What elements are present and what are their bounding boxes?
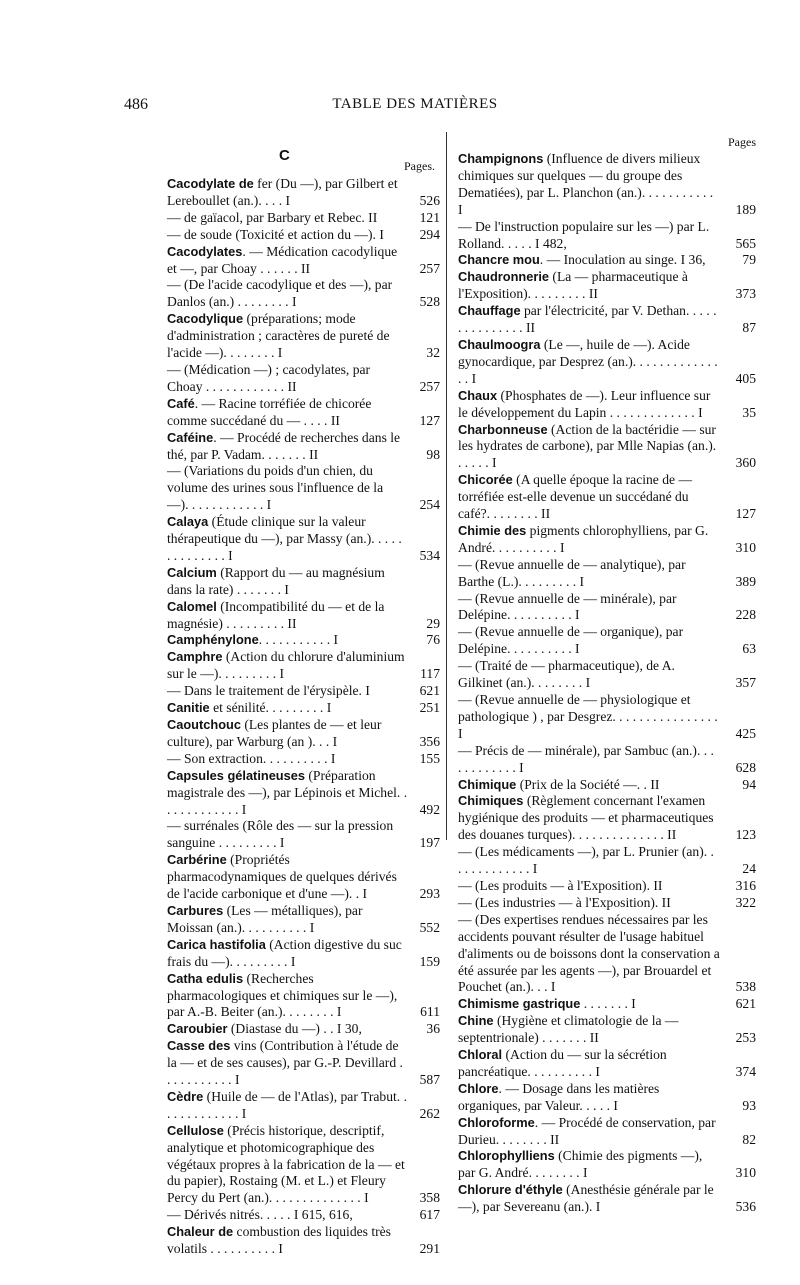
entry-text: Chaudronnerie (La — pharmaceutique à l'Exposition). . . . . . . . . II bbox=[458, 269, 688, 302]
entry-page: 356 bbox=[419, 733, 440, 749]
entry-text: — Son extraction. . . . . . . . . . I bbox=[167, 750, 336, 766]
entry-text: — De l'instruction populaire sur les —) par L. Rolland. . . . . I 482, bbox=[458, 218, 710, 251]
pages-label: Pages. bbox=[404, 159, 435, 173]
entry-page: 117 bbox=[420, 666, 440, 682]
index-entry bbox=[458, 1047, 756, 1081]
entry-page: 93 bbox=[742, 1097, 756, 1113]
entry-page: 127 bbox=[419, 412, 440, 428]
index-entry bbox=[458, 793, 756, 844]
index-entry bbox=[458, 1013, 756, 1047]
entry-text: Chaux (Phosphates de —). Leur influence sur le développement du Lapin . . . . . . . . . . . . . I bbox=[458, 387, 711, 420]
index-entry bbox=[167, 649, 440, 683]
entry-page: 82 bbox=[742, 1131, 756, 1147]
left-column bbox=[167, 136, 440, 1258]
index-entry bbox=[458, 1115, 756, 1149]
entry-text: Caoutchouc (Les plantes de — et leur culture), par Warburg (an ). . . I bbox=[167, 717, 382, 749]
index-entry bbox=[167, 210, 440, 227]
entry-page: 565 bbox=[735, 235, 756, 251]
entry-text: Chlore. — Dosage dans les matières organiques, par Valeur. . . . . I bbox=[458, 1080, 660, 1113]
entry-text: Caroubier (Diastase du —) . . I 30, bbox=[167, 1021, 362, 1037]
page-number: 486 bbox=[124, 96, 148, 113]
entry-page: 228 bbox=[735, 607, 756, 623]
entry-text: Chimie des pigments chlorophylliens, par G. André. . . . . . . . . . I bbox=[458, 522, 709, 555]
entry-text: Chauffage par l'électricité, par V. Dethan. . . . . . . . . . . . . . . II bbox=[458, 303, 717, 336]
entry-text: Carica hastifolia (Action digestive du suc frais du —). . . . . . . . . I bbox=[167, 936, 402, 969]
entry-text: Cacodylique (préparations; mode d'administration ; caractères de pureté de l'acide —). . . . . . . . I bbox=[167, 311, 390, 361]
entry-page: 87 bbox=[742, 320, 756, 336]
entry-page: 253 bbox=[735, 1030, 756, 1046]
entry-page: 24 bbox=[742, 861, 756, 877]
entry-page: 155 bbox=[419, 750, 440, 766]
entry-text: Charbonneuse (Action de la bactéridie — sur les hydrates de carbone), par Mlle Napias (an.). . . . . . I bbox=[458, 421, 717, 471]
index-entry bbox=[167, 1207, 440, 1224]
entry-page: 254 bbox=[419, 497, 440, 513]
index-entry bbox=[458, 692, 756, 743]
entry-text: Chaulmoogra (Le —, huile de —). Acide gynocardique, par Desprez (an.). . . . . . . . . . . . . . . I bbox=[458, 336, 718, 386]
index-entry bbox=[167, 971, 440, 1022]
entry-text: Chimique (Prix de la Société —. . II bbox=[458, 776, 660, 792]
entry-page: 316 bbox=[735, 877, 756, 893]
index-entry bbox=[458, 591, 756, 625]
entry-page: 534 bbox=[419, 547, 440, 563]
index-entry bbox=[167, 227, 440, 244]
index-entry bbox=[167, 700, 440, 717]
index-entry bbox=[458, 219, 756, 253]
entry-text: Chimisme gastrique . . . . . . . I bbox=[458, 996, 636, 1012]
entry-page: 121 bbox=[419, 209, 440, 225]
entry-page: 621 bbox=[419, 683, 440, 699]
entry-page: 552 bbox=[419, 919, 440, 935]
index-entry bbox=[167, 751, 440, 768]
entry-page: 360 bbox=[735, 455, 756, 471]
index-entry bbox=[458, 388, 756, 422]
index-entry bbox=[458, 912, 756, 997]
entry-page: 374 bbox=[735, 1063, 756, 1079]
index-entry bbox=[167, 683, 440, 700]
entry-page: 322 bbox=[735, 894, 756, 910]
entry-page: 76 bbox=[426, 632, 440, 648]
index-entry bbox=[167, 852, 440, 903]
entry-page: 628 bbox=[735, 759, 756, 775]
entry-page: 358 bbox=[419, 1190, 440, 1206]
index-entry bbox=[167, 1021, 440, 1038]
index-entry bbox=[167, 717, 440, 751]
entry-text: Caféine. — Procédé de recherches dans le thé, par P. Vadam. . . . . . . II bbox=[167, 429, 401, 462]
index-entry bbox=[458, 1081, 756, 1115]
index-entry bbox=[458, 996, 756, 1013]
entry-text: Café. — Racine torréfiée de chicorée comme succédané du — . . . . II bbox=[167, 395, 372, 428]
entry-page: 389 bbox=[735, 573, 756, 589]
index-entry bbox=[458, 557, 756, 591]
entry-text: Chaleur de combustion des liquides très volatils . . . . . . . . . . I bbox=[167, 1224, 391, 1257]
entry-text: Casse des vins (Contribution à l'étude de la — et de ses causes), par G.-P. Devillard . . . . . . . . . . . I bbox=[167, 1038, 403, 1088]
entry-page: 587 bbox=[419, 1072, 440, 1088]
entry-text: — Dérivés nitrés. . . . . I 615, 616, bbox=[167, 1207, 353, 1223]
index-entry bbox=[167, 362, 440, 396]
right-entries bbox=[458, 151, 756, 1216]
entry-text: Catha edulis (Recherches pharmacologiques et chimiques sur le —), par A.-B. Beiter (an.). . . . . . . . I bbox=[167, 970, 398, 1020]
entry-text: — (De l'acide cacodylique et des —), par Danlos (an.) . . . . . . . . I bbox=[167, 277, 393, 310]
index-entry bbox=[458, 269, 756, 303]
entry-page: 29 bbox=[426, 615, 440, 631]
entry-text: Calomel (Incompatibilité du — et de la magnésie) . . . . . . . . . II bbox=[167, 598, 385, 631]
entry-text: Camphre (Action du chlorure d'aluminium sur le —). . . . . . . . . I bbox=[167, 649, 405, 682]
index-entry bbox=[458, 743, 756, 777]
entry-page: 98 bbox=[426, 446, 440, 462]
entry-page: 35 bbox=[742, 404, 756, 420]
index-entry bbox=[458, 252, 756, 269]
entry-page: 293 bbox=[419, 886, 440, 902]
entry-text: Chloroforme. — Procédé de conservation, par Durieu. . . . . . . . II bbox=[458, 1114, 716, 1147]
entry-text: Carbures (Les — métalliques), par Moissan (an.). . . . . . . . . . I bbox=[167, 902, 363, 935]
index-entry bbox=[167, 396, 440, 430]
entry-page: 357 bbox=[735, 675, 756, 691]
entry-page: 159 bbox=[419, 953, 440, 969]
index-entry bbox=[167, 514, 440, 565]
index-entry bbox=[458, 303, 756, 337]
entry-page: 197 bbox=[419, 835, 440, 851]
index-entry bbox=[167, 244, 440, 278]
index-entry bbox=[167, 176, 440, 210]
index-entry bbox=[167, 1089, 440, 1123]
index-entry bbox=[167, 463, 440, 514]
entry-page: 36 bbox=[426, 1021, 440, 1037]
entry-page: 63 bbox=[742, 641, 756, 657]
index-entry bbox=[458, 472, 756, 523]
index-entry bbox=[167, 632, 440, 649]
index-entry bbox=[458, 523, 756, 557]
entry-page: 251 bbox=[419, 700, 440, 716]
index-entry bbox=[167, 1038, 440, 1089]
page-header bbox=[0, 96, 800, 126]
index-entry bbox=[458, 895, 756, 912]
index-entry bbox=[458, 422, 756, 473]
section-heading bbox=[167, 136, 440, 176]
entry-page: 262 bbox=[419, 1105, 440, 1121]
index-entry bbox=[167, 768, 440, 819]
entry-text: — (Revue annuelle de — analytique), par Barthe (L.). . . . . . . . . I bbox=[458, 556, 686, 589]
index-entry bbox=[167, 903, 440, 937]
entry-text: Capsules gélatineuses (Préparation magistrale des —), par Lépinois et Michel. . . . . . . . . . . . . I bbox=[167, 767, 408, 817]
entry-page: 310 bbox=[735, 539, 756, 555]
index-entry bbox=[167, 430, 440, 464]
entry-page: 127 bbox=[735, 506, 756, 522]
entry-text: — surrénales (Rôle des — sur la pression sanguine . . . . . . . . . I bbox=[167, 818, 394, 851]
index-entry bbox=[167, 818, 440, 852]
entry-text: Chimiques (Règlement concernant l'examen hygiénique des produits — et pharmaceutiques des douanes turques). . . . . . . . . . . . . . II bbox=[458, 793, 714, 843]
entry-page: 189 bbox=[735, 201, 756, 217]
index-entry bbox=[167, 1224, 440, 1258]
entry-text: — (Les produits — à l'Exposition). II bbox=[458, 877, 663, 893]
section-letter: C bbox=[279, 147, 290, 164]
entry-text: Chlorure d'éthyle (Anesthésie générale par le —), par Severeanu (an.). I bbox=[458, 1182, 714, 1215]
entry-page: 526 bbox=[419, 192, 440, 208]
entry-text: — (Revue annuelle de — physiologique et pathologique ) , par Desgrez. . . . . . . . . . . . . . . . I bbox=[458, 692, 718, 741]
entry-text: — (Revue annuelle de — minérale), par Delépine. . . . . . . . . . I bbox=[458, 590, 677, 623]
entry-page: 291 bbox=[419, 1241, 440, 1257]
entry-text: Cacodylates. — Médication cacodylique et —, par Choay . . . . . . II bbox=[167, 243, 398, 276]
entry-text: Chlorophylliens (Chimie des pigments —), par G. André. . . . . . . . I bbox=[458, 1148, 703, 1181]
entry-text: — (Variations du poids d'un chien, du volume des urines sous l'influence de la —). . . . . . . . . . . . I bbox=[167, 463, 384, 513]
index-entry bbox=[458, 658, 756, 692]
index-entry bbox=[458, 1182, 756, 1216]
entry-text: Chloral (Action du — sur la sécrétion pancréatique. . . . . . . . . . I bbox=[458, 1047, 667, 1079]
entry-text: Calaya (Étude clinique sur la valeur thérapeutique du —), par Massy (an.). . . . . . . . . . . . . . I bbox=[167, 514, 402, 563]
entry-page: 373 bbox=[735, 286, 756, 302]
entry-page: 257 bbox=[419, 378, 440, 394]
entry-text: — de soude (Toxicité et action du —). I bbox=[167, 226, 384, 242]
entry-page: 257 bbox=[419, 260, 440, 276]
entry-text: Cacodylate de fer (Du —), par Gilbert et Lereboullet (an.). . . . I bbox=[167, 176, 398, 208]
entry-page: 611 bbox=[420, 1004, 440, 1020]
entry-text: Carbérine (Propriétés pharmacodynamiques de quelques dérivés de l'acide carbonique et d'une —). . I bbox=[167, 852, 397, 902]
index-entry bbox=[167, 277, 440, 311]
index-entry bbox=[458, 878, 756, 895]
index-entry bbox=[167, 599, 440, 633]
entry-page: 425 bbox=[735, 725, 756, 741]
entry-page: 528 bbox=[419, 294, 440, 310]
entry-page: 310 bbox=[735, 1165, 756, 1181]
entry-text: Calcium (Rapport du — au magnésium dans la rate) . . . . . . . I bbox=[167, 564, 385, 597]
index-entry bbox=[167, 937, 440, 971]
index-entry bbox=[458, 777, 756, 794]
entry-page: 94 bbox=[742, 776, 756, 792]
entry-text: Chicorée (A quelle époque la racine de — torréfiée est-elle devenue un succédané du café?. . . . . . . . II bbox=[458, 472, 693, 522]
entry-page: 294 bbox=[419, 226, 440, 242]
entry-text: — (Les industries — à l'Exposition). II bbox=[458, 894, 671, 910]
right-column bbox=[458, 136, 756, 1216]
entry-page: 536 bbox=[735, 1199, 756, 1215]
index-entry bbox=[458, 337, 756, 388]
entry-page: 621 bbox=[735, 996, 756, 1012]
entry-text: Cellulose (Précis historique, descriptif, analytique et photomicographique des végétaux propres à la fabrication de la — et du papier), Rostaing (M. et L.) et Fleury Percy du Pert (an.). . . . . . . . . . . . . . I bbox=[167, 1122, 405, 1206]
entry-text: — de gaïacol, par Barbary et Rebec. II bbox=[167, 209, 378, 225]
entry-page: 79 bbox=[742, 252, 756, 268]
entry-text: — Dans le traitement de l'érysipèle. I bbox=[167, 683, 370, 699]
entry-text: — (Médication —) ; cacodylates, par Choay . . . . . . . . . . . . II bbox=[167, 361, 371, 394]
index-entry bbox=[458, 1148, 756, 1182]
entry-text: Chancre mou. — Inoculation au singe. I 36, bbox=[458, 252, 706, 268]
index-entry bbox=[458, 624, 756, 658]
entry-text: Cèdre (Huile de — de l'Atlas), par Trabut. . . . . . . . . . . . . I bbox=[167, 1088, 407, 1121]
entry-text: — (Traité de — pharmaceutique), de A. Gilkinet (an.). . . . . . . . I bbox=[458, 658, 675, 691]
index-entry bbox=[458, 151, 756, 219]
entry-text: Champignons (Influence de divers milieux chimiques sur quelques — du groupe des Dematiées), par L. Planchon (an.). . . . . . . . . . . I bbox=[458, 151, 714, 217]
index-entry bbox=[167, 565, 440, 599]
index-entry bbox=[458, 844, 756, 878]
entry-page: 405 bbox=[735, 370, 756, 386]
entry-text: Chine (Hygiène et climatologie de la — septentrionale) . . . . . . . II bbox=[458, 1013, 679, 1046]
entry-page: 617 bbox=[419, 1207, 440, 1223]
entry-text: — (Les médicaments —), par L. Prunier (an). . . . . . . . . . . . . I bbox=[458, 844, 714, 877]
column-divider bbox=[446, 132, 447, 840]
left-entries bbox=[167, 176, 440, 1258]
entry-text: — (Des expertises rendues nécessaires par les accidents pouvant résulter de l'usage habituel d'aliments ou de boissons dont la conservation a été assurée par les agents —), par Brouardel et Pouchet (an.). . . I bbox=[458, 911, 720, 995]
entry-text: — Précis de — minérale), par Sambuc (an.). . . . . . . . . . . . I bbox=[458, 742, 714, 775]
entry-text: Canitie et sénilité. . . . . . . . . I bbox=[167, 700, 332, 716]
index-entry bbox=[167, 1123, 440, 1208]
index-entry bbox=[167, 311, 440, 362]
page-title: TABLE DES MATIÈRES bbox=[332, 96, 498, 112]
entry-page: 538 bbox=[735, 979, 756, 995]
entry-text: Camphénylone. . . . . . . . . . . I bbox=[167, 632, 339, 648]
pages-label: Pages bbox=[728, 135, 756, 149]
entry-page: 492 bbox=[419, 801, 440, 817]
entry-text: — (Revue annuelle de — organique), par Delépine. . . . . . . . . . I bbox=[458, 624, 684, 657]
entry-page: 32 bbox=[426, 345, 440, 361]
entry-page: 123 bbox=[735, 827, 756, 843]
